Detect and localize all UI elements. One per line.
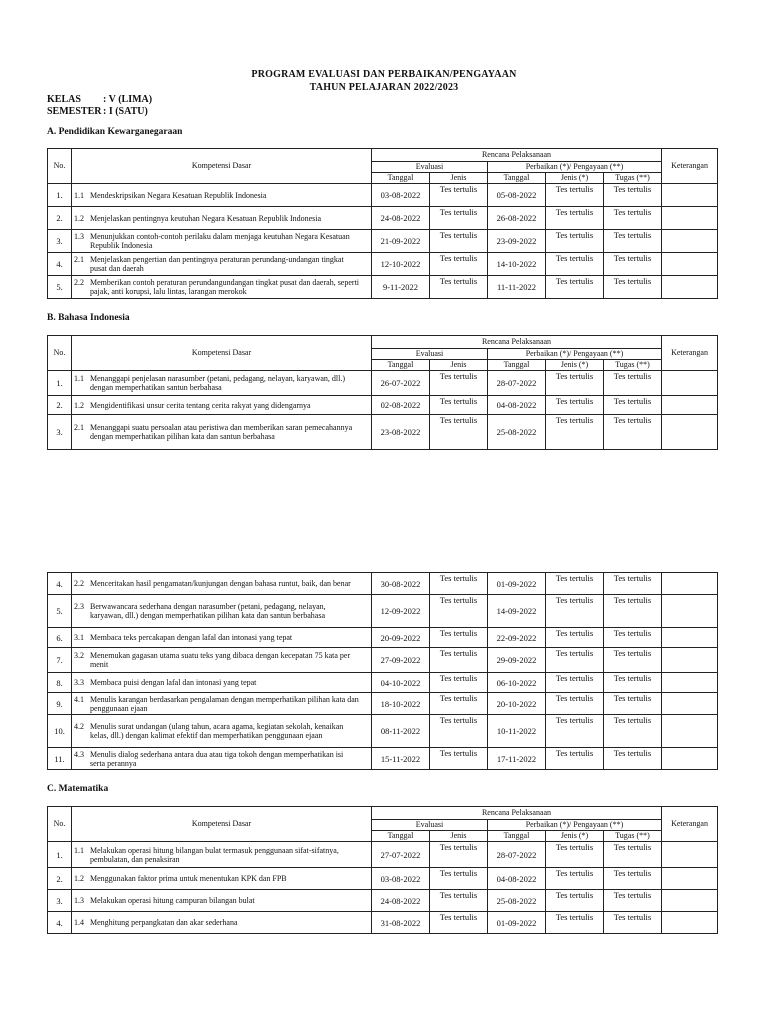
evaluasi-tanggal: 24-08-2022	[372, 890, 430, 912]
keterangan-cell	[662, 868, 718, 890]
header-row	[48, 336, 718, 349]
col-keterangan: Keterangan	[662, 149, 718, 184]
row-number: 8.	[48, 673, 72, 693]
perbaikan-tanggal: 01-09-2022	[488, 573, 546, 595]
evaluasi-jenis: Tes tertulis	[430, 868, 488, 890]
table-row	[48, 207, 718, 230]
table-row	[48, 230, 718, 253]
keterangan-cell	[662, 842, 718, 868]
kd-text: Menjelaskan pengertian dan pentingnya peraturan perundang-undangan tingkat pusat dan daerah	[90, 255, 344, 273]
document-subtitle: TAHUN PELAJARAN 2022/2023	[309, 82, 459, 93]
evaluasi-jenis: Tes tertulis	[430, 276, 488, 299]
evaluasi-tanggal: 21-09-2022	[372, 230, 430, 253]
kelas-value: : V (LIMA)	[103, 94, 153, 105]
perbaikan-jenis: Tes tertulis	[546, 628, 604, 648]
col-jenis-star: Jenis (*)	[546, 831, 604, 842]
table-pkn	[47, 148, 718, 299]
evaluasi-jenis: Tes tertulis	[430, 396, 488, 415]
section-c-title: C. Matematika	[47, 784, 109, 794]
col-rencana: Rencana Pelaksanaan	[372, 336, 662, 349]
table-row	[48, 842, 718, 868]
keterangan-cell	[662, 573, 718, 595]
pengayaan-tugas: Tes tertulis	[604, 693, 662, 715]
perbaikan-jenis: Tes tertulis	[546, 184, 604, 207]
perbaikan-jenis: Tes tertulis	[546, 253, 604, 276]
evaluasi-tanggal: 26-07-2022	[372, 371, 430, 396]
col-no: No.	[48, 807, 72, 842]
evaluasi-jenis: Tes tertulis	[430, 912, 488, 934]
kompetensi-cell	[72, 748, 372, 770]
col-tugas: Tugas (**)	[604, 173, 662, 184]
pengayaan-tugas: Tes tertulis	[604, 371, 662, 396]
perbaikan-tanggal: 29-09-2022	[488, 648, 546, 673]
table-row	[48, 573, 718, 595]
perbaikan-jenis: Tes tertulis	[546, 868, 604, 890]
table-row	[48, 276, 718, 299]
kd-text: Melakukan operasi hitung bilangan bulat termasuk penggunaan sifat-sifatnya, pembulatan, dan penaksiran	[90, 845, 339, 864]
pengayaan-tugas: Tes tertulis	[604, 415, 662, 450]
perbaikan-tanggal: 05-08-2022	[488, 184, 546, 207]
kompetensi-cell	[72, 371, 372, 396]
col-perbaikan: Perbaikan (*)/ Pengayaan (**)	[488, 162, 662, 173]
pengayaan-tugas: Tes tertulis	[604, 628, 662, 648]
pengayaan-tugas: Tes tertulis	[604, 207, 662, 230]
col-jenis: Jenis	[430, 173, 488, 184]
evaluasi-jenis: Tes tertulis	[430, 648, 488, 673]
kd-text: Menjelaskan pentingnya keutuhan Negara Kesatuan Republik Indonesia	[90, 213, 322, 223]
col-tugas: Tugas (**)	[604, 360, 662, 371]
perbaikan-tanggal: 04-08-2022	[488, 396, 546, 415]
row-number: 2.	[48, 207, 72, 230]
evaluasi-jenis: Tes tertulis	[430, 371, 488, 396]
evaluasi-jenis: Tes tertulis	[430, 842, 488, 868]
pengayaan-tugas: Tes tertulis	[604, 276, 662, 299]
kd-text: Membaca puisi dengan lafal dan intonasi yang tepat	[90, 678, 257, 687]
header-row	[48, 807, 718, 820]
pengayaan-tugas: Tes tertulis	[604, 253, 662, 276]
perbaikan-jenis: Tes tertulis	[546, 842, 604, 868]
kd-code: 1.3	[74, 232, 84, 241]
row-number: 4.	[48, 253, 72, 276]
evaluasi-jenis: Tes tertulis	[430, 230, 488, 253]
kompetensi-cell	[72, 628, 372, 648]
evaluasi-tanggal: 31-08-2022	[372, 912, 430, 934]
perbaikan-tanggal: 10-11-2022	[488, 715, 546, 748]
row-number: 6.	[48, 628, 72, 648]
perbaikan-jenis: Tes tertulis	[546, 230, 604, 253]
evaluasi-tanggal: 24-08-2022	[372, 207, 430, 230]
keterangan-cell	[662, 595, 718, 628]
kd-code: 3.2	[74, 651, 84, 660]
kd-code: 1.4	[74, 918, 84, 927]
table-row	[48, 890, 718, 912]
perbaikan-jenis: Tes tertulis	[546, 715, 604, 748]
perbaikan-tanggal: 06-10-2022	[488, 673, 546, 693]
row-number: 9.	[48, 693, 72, 715]
kd-text: Menanggapi suatu persoalan atau peristiwa dan memberikan saran pemecahannya dengan memperhatikan pilihan kata dan santun berbahasa	[90, 423, 353, 441]
perbaikan-tanggal: 25-08-2022	[488, 890, 546, 912]
col-evaluasi: Evaluasi	[372, 349, 488, 360]
keterangan-cell	[662, 396, 718, 415]
pengayaan-tugas: Tes tertulis	[604, 715, 662, 748]
row-number: 3.	[48, 230, 72, 253]
kd-text: Menceritakan hasil pengamatan/kunjungan dengan bahasa runtut, baik, dan benar	[90, 579, 351, 588]
kompetensi-cell	[72, 868, 372, 890]
evaluasi-tanggal: 27-07-2022	[372, 842, 430, 868]
pengayaan-tugas: Tes tertulis	[604, 595, 662, 628]
col-tanggal: Tanggal	[372, 831, 430, 842]
kd-text: Berwawancara sederhana dengan narasumber (petani, pedagang, nelayan, karyawan, dll.) dengan memperhatikan pilihan kata dan santun berbahasa	[90, 602, 326, 620]
perbaikan-jenis: Tes tertulis	[546, 693, 604, 715]
table-row	[48, 415, 718, 450]
kd-text: Menemukan gagasan utama suatu teks yang dibaca dengan kecepatan 75 kata per menit	[90, 651, 351, 669]
keterangan-cell	[662, 371, 718, 396]
evaluasi-tanggal: 20-09-2022	[372, 628, 430, 648]
perbaikan-jenis: Tes tertulis	[546, 673, 604, 693]
perbaikan-tanggal: 25-08-2022	[488, 415, 546, 450]
kompetensi-cell	[72, 842, 372, 868]
pengayaan-tugas: Tes tertulis	[604, 673, 662, 693]
perbaikan-jenis: Tes tertulis	[546, 371, 604, 396]
kd-text: Menghitung perpangkatan dan akar sederhana	[90, 918, 238, 927]
perbaikan-tanggal: 20-10-2022	[488, 693, 546, 715]
kd-code: 1.2	[74, 400, 84, 410]
evaluasi-tanggal: 30-08-2022	[372, 573, 430, 595]
perbaikan-jenis: Tes tertulis	[546, 748, 604, 770]
kd-code: 2.2	[74, 579, 84, 588]
keterangan-cell	[662, 715, 718, 748]
keterangan-cell	[662, 748, 718, 770]
col-tanggal: Tanggal	[372, 360, 430, 371]
section-a-title: A. Pendidikan Kewarganegaraan	[47, 127, 183, 137]
row-number: 3.	[48, 415, 72, 450]
col-tanggal: Tanggal	[488, 831, 546, 842]
evaluasi-tanggal: 02-08-2022	[372, 396, 430, 415]
table-row	[48, 748, 718, 770]
semester-value: : I (SATU)	[103, 106, 148, 117]
kd-code: 1.3	[74, 896, 84, 905]
perbaikan-jenis: Tes tertulis	[546, 595, 604, 628]
table-row	[48, 912, 718, 934]
col-kompetensi: Kompetensi Dasar	[72, 149, 372, 184]
table-row	[48, 253, 718, 276]
kompetensi-cell	[72, 276, 372, 299]
semester-line	[47, 106, 148, 117]
kelas-label: KELAS	[47, 94, 81, 105]
kd-code: 2.2	[74, 278, 84, 287]
evaluasi-jenis: Tes tertulis	[430, 207, 488, 230]
row-number: 5.	[48, 595, 72, 628]
evaluasi-tanggal: 18-10-2022	[372, 693, 430, 715]
perbaikan-tanggal: 17-11-2022	[488, 748, 546, 770]
kompetensi-cell	[72, 715, 372, 748]
row-number: 11.	[48, 748, 72, 770]
keterangan-cell	[662, 628, 718, 648]
kd-code: 1.1	[74, 374, 84, 383]
table-matematika	[47, 806, 718, 934]
evaluasi-jenis: Tes tertulis	[430, 715, 488, 748]
table-row	[48, 693, 718, 715]
evaluasi-tanggal: 03-08-2022	[372, 184, 430, 207]
kd-text: Melakukan operasi hitung campuran bilangan bulat	[90, 896, 255, 905]
keterangan-cell	[662, 253, 718, 276]
evaluasi-tanggal: 15-11-2022	[372, 748, 430, 770]
pengayaan-tugas: Tes tertulis	[604, 912, 662, 934]
col-tanggal: Tanggal	[488, 360, 546, 371]
kd-code: 4.1	[74, 694, 84, 704]
kompetensi-cell	[72, 648, 372, 673]
kompetensi-cell	[72, 693, 372, 715]
kompetensi-cell	[72, 573, 372, 595]
col-tanggal: Tanggal	[488, 173, 546, 184]
pengayaan-tugas: Tes tertulis	[604, 230, 662, 253]
evaluasi-tanggal: 12-10-2022	[372, 253, 430, 276]
keterangan-cell	[662, 648, 718, 673]
col-kompetensi: Kompetensi Dasar	[72, 807, 372, 842]
row-number: 10.	[48, 715, 72, 748]
keterangan-cell	[662, 276, 718, 299]
table-row	[48, 628, 718, 648]
keterangan-cell	[662, 693, 718, 715]
perbaikan-tanggal: 14-10-2022	[488, 253, 546, 276]
kd-code: 2.1	[74, 423, 84, 432]
pengayaan-tugas: Tes tertulis	[604, 396, 662, 415]
semester-label: SEMESTER	[47, 106, 102, 117]
kompetensi-cell	[72, 253, 372, 276]
pengayaan-tugas: Tes tertulis	[604, 868, 662, 890]
perbaikan-tanggal: 28-07-2022	[488, 842, 546, 868]
kompetensi-cell	[72, 230, 372, 253]
table-row	[48, 715, 718, 748]
col-no: No.	[48, 336, 72, 371]
kd-text: Menulis surat undangan (ulang tahun, acara agama, kegiatan sekolah, kenaikan kelas, dll.) dengan kalimat efektif dan memperhatikan penggunaan ejaan	[90, 722, 344, 740]
row-number: 3.	[48, 890, 72, 912]
evaluasi-jenis: Tes tertulis	[430, 253, 488, 276]
header-row	[48, 149, 718, 162]
perbaikan-tanggal: 04-08-2022	[488, 868, 546, 890]
kompetensi-cell	[72, 207, 372, 230]
col-jenis-star: Jenis (*)	[546, 360, 604, 371]
row-number: 4.	[48, 573, 72, 595]
kompetensi-cell	[72, 595, 372, 628]
kd-code: 4.3	[74, 749, 84, 759]
perbaikan-tanggal: 26-08-2022	[488, 207, 546, 230]
col-kompetensi: Kompetensi Dasar	[72, 336, 372, 371]
row-number: 7.	[48, 648, 72, 673]
evaluasi-tanggal: 9-11-2022	[372, 276, 430, 299]
perbaikan-jenis: Tes tertulis	[546, 912, 604, 934]
kd-code: 2.1	[74, 255, 84, 264]
kompetensi-cell	[72, 673, 372, 693]
kd-code: 1.2	[74, 874, 84, 883]
kd-text: Menulis dialog sederhana antara dua atau tiga tokoh dengan memperhatikan isi serta perannya	[90, 749, 344, 768]
evaluasi-tanggal: 23-08-2022	[372, 415, 430, 450]
kelas-line	[47, 94, 152, 105]
kd-code: 1.1	[74, 190, 84, 200]
evaluasi-tanggal: 03-08-2022	[372, 868, 430, 890]
pengayaan-tugas: Tes tertulis	[604, 748, 662, 770]
keterangan-cell	[662, 207, 718, 230]
kd-text: Menulis karangan berdasarkan pengalaman dengan memperhatikan pilihan kata dan penggunaan ejaan	[90, 694, 359, 713]
evaluasi-jenis: Tes tertulis	[430, 890, 488, 912]
kd-text: Menanggapi penjelasan narasumber (petani, pedagang, nelayan, karyawan, dll.) dengan memperhatikan santun berbahasa	[90, 374, 346, 392]
perbaikan-jenis: Tes tertulis	[546, 396, 604, 415]
perbaikan-tanggal: 22-09-2022	[488, 628, 546, 648]
keterangan-cell	[662, 890, 718, 912]
col-keterangan: Keterangan	[662, 807, 718, 842]
keterangan-cell	[662, 230, 718, 253]
perbaikan-jenis: Tes tertulis	[546, 648, 604, 673]
row-number: 2.	[48, 868, 72, 890]
col-jenis-star: Jenis (*)	[546, 173, 604, 184]
row-number: 1.	[48, 842, 72, 868]
perbaikan-tanggal: 14-09-2022	[488, 595, 546, 628]
col-evaluasi: Evaluasi	[372, 820, 488, 831]
table-row	[48, 673, 718, 693]
keterangan-cell	[662, 415, 718, 450]
col-perbaikan: Perbaikan (*)/ Pengayaan (**)	[488, 349, 662, 360]
kd-text: Mendeskripsikan Negara Kesatuan Republik Indonesia	[90, 190, 267, 200]
evaluasi-tanggal: 08-11-2022	[372, 715, 430, 748]
kd-text: Menunjukkan contoh-contoh perilaku dalam menjaga keutuhan Negara Kesatuan Republik Indonesia	[90, 232, 350, 250]
perbaikan-jenis: Tes tertulis	[546, 415, 604, 450]
kd-code: 1.1	[74, 845, 84, 855]
col-evaluasi: Evaluasi	[372, 162, 488, 173]
evaluasi-jenis: Tes tertulis	[430, 673, 488, 693]
keterangan-cell	[662, 912, 718, 934]
perbaikan-tanggal: 11-11-2022	[488, 276, 546, 299]
table-bahasa-indonesia	[47, 335, 718, 450]
pengayaan-tugas: Tes tertulis	[604, 573, 662, 595]
pengayaan-tugas: Tes tertulis	[604, 184, 662, 207]
perbaikan-jenis: Tes tertulis	[546, 573, 604, 595]
evaluasi-jenis: Tes tertulis	[430, 184, 488, 207]
col-jenis: Jenis	[430, 831, 488, 842]
evaluasi-tanggal: 04-10-2022	[372, 673, 430, 693]
table-row	[48, 184, 718, 207]
kd-code: 2.3	[74, 602, 84, 611]
col-rencana: Rencana Pelaksanaan	[372, 149, 662, 162]
document-title: PROGRAM EVALUASI DAN PERBAIKAN/PENGAYAAN	[251, 69, 517, 80]
evaluasi-jenis: Tes tertulis	[430, 573, 488, 595]
pengayaan-tugas: Tes tertulis	[604, 890, 662, 912]
col-tugas: Tugas (**)	[604, 831, 662, 842]
evaluasi-jenis: Tes tertulis	[430, 595, 488, 628]
kd-code: 3.3	[74, 678, 84, 687]
keterangan-cell	[662, 184, 718, 207]
section-b-title: B. Bahasa Indonesia	[47, 313, 130, 323]
col-tanggal: Tanggal	[372, 173, 430, 184]
table-row	[48, 396, 718, 415]
col-keterangan: Keterangan	[662, 336, 718, 371]
table-row	[48, 371, 718, 396]
evaluasi-jenis: Tes tertulis	[430, 415, 488, 450]
kd-text: Mengidentifikasi unsur cerita tentang cerita rakyat yang didengarnya	[90, 400, 311, 410]
kompetensi-cell	[72, 912, 372, 934]
col-perbaikan: Perbaikan (*)/ Pengayaan (**)	[488, 820, 662, 831]
col-no: No.	[48, 149, 72, 184]
pengayaan-tugas: Tes tertulis	[604, 842, 662, 868]
perbaikan-jenis: Tes tertulis	[546, 207, 604, 230]
kompetensi-cell	[72, 184, 372, 207]
table-row	[48, 868, 718, 890]
row-number: 1.	[48, 371, 72, 396]
kd-text: Memberikan contoh peraturan perundangundangan tingkat pusat dan daerah, seperti pajak, anti korupsi, lalu lintas, larangan merokok	[90, 278, 360, 296]
kompetensi-cell	[72, 396, 372, 415]
row-number: 2.	[48, 396, 72, 415]
evaluasi-jenis: Tes tertulis	[430, 748, 488, 770]
evaluasi-jenis: Tes tertulis	[430, 628, 488, 648]
row-number: 5.	[48, 276, 72, 299]
kompetensi-cell	[72, 415, 372, 450]
evaluasi-tanggal: 12-09-2022	[372, 595, 430, 628]
kd-code: 3.1	[74, 633, 84, 642]
col-jenis: Jenis	[430, 360, 488, 371]
table-row	[48, 595, 718, 628]
kd-code: 1.2	[74, 213, 84, 223]
table-row	[48, 648, 718, 673]
evaluasi-tanggal: 27-09-2022	[372, 648, 430, 673]
row-number: 4.	[48, 912, 72, 934]
table-bahasa-indonesia-continued	[47, 572, 718, 770]
kd-text: Menggunakan faktor prima untuk menentukan KPK dan FPB	[90, 874, 287, 883]
row-number: 1.	[48, 184, 72, 207]
col-rencana: Rencana Pelaksanaan	[372, 807, 662, 820]
perbaikan-tanggal: 28-07-2022	[488, 371, 546, 396]
keterangan-cell	[662, 673, 718, 693]
kd-code: 4.2	[74, 722, 84, 731]
kd-text: Membaca teks percakapan dengan lafal dan intonasi yang tepat	[90, 633, 293, 642]
perbaikan-jenis: Tes tertulis	[546, 276, 604, 299]
perbaikan-tanggal: 01-09-2022	[488, 912, 546, 934]
perbaikan-jenis: Tes tertulis	[546, 890, 604, 912]
perbaikan-tanggal: 23-09-2022	[488, 230, 546, 253]
evaluasi-jenis: Tes tertulis	[430, 693, 488, 715]
kompetensi-cell	[72, 890, 372, 912]
pengayaan-tugas: Tes tertulis	[604, 648, 662, 673]
